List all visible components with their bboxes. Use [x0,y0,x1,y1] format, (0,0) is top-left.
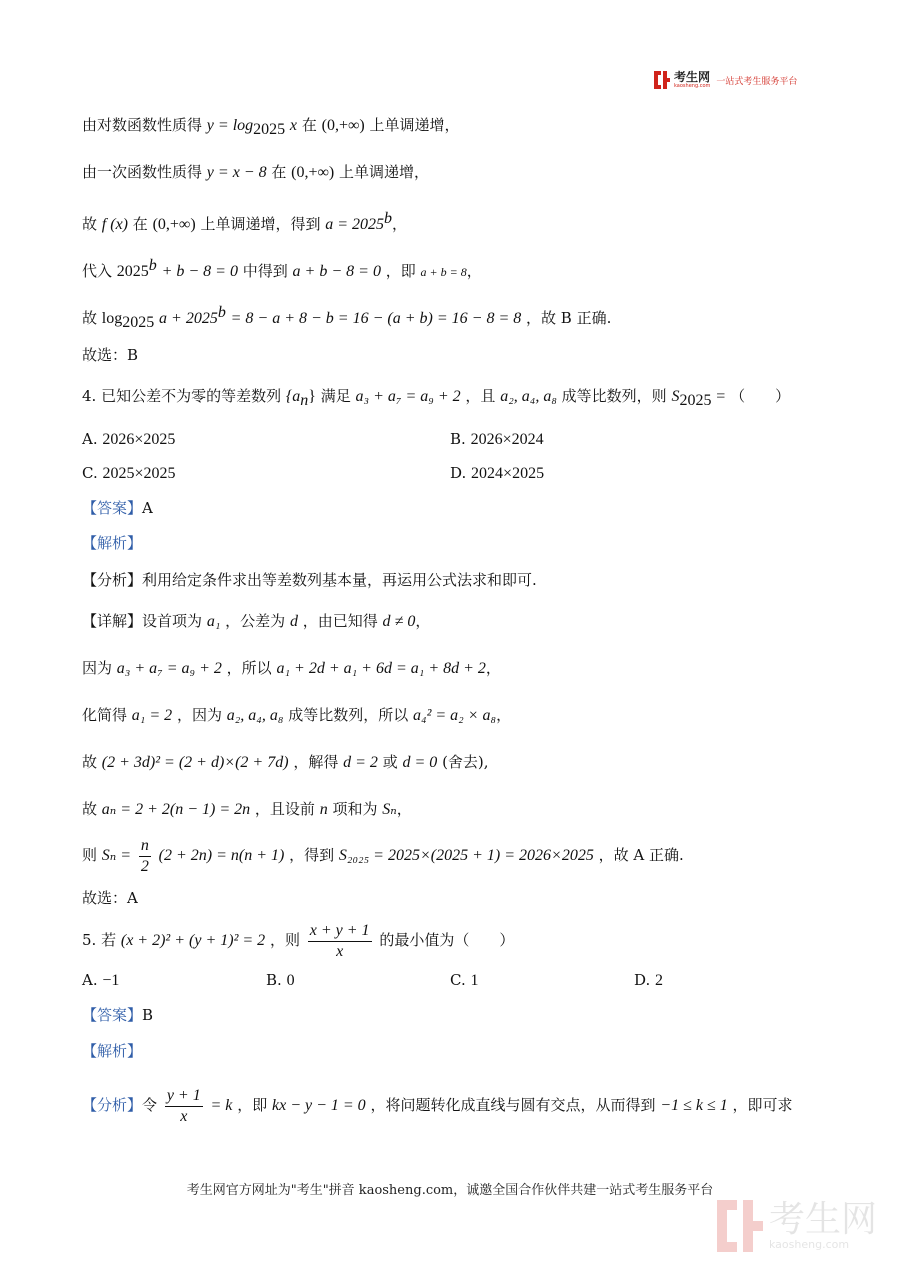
q4-final: 故选：A [82,889,138,907]
q5-choice-b: B. 0 [266,971,295,989]
text-line-5: 故 $\log_{2025} a + 2025^b = 8 - a + 8 - b = 16 - (a + b) = 16 - 8 = 8$ ，故 B 正确. [82,304,612,331]
q5-analysis-label: 【解析】 [82,1042,143,1060]
q4-fenxi: 【分析】利用给定条件求出等差数列基本量，再运用公式法求和即可. [82,571,537,589]
q4-step-3: 化简得 a₁ = 2 ，因为 a₂, a₄, a₈ 成等比数列，所以 a₄² = a₂ × a₈， [82,706,512,724]
watermark [717,1200,877,1252]
logo-icon [654,71,670,89]
q4-choice-d: D. 2024×2025 [450,464,545,482]
q4-step-5: 故 aₙ = 2 + 2(n − 1) = 2n ，且设前 n 项和为 Sₙ， [82,800,412,818]
q4-step-6: 则 Sₙ = $\frac{n}{2}$ (2 + 2n) = n(n + 1) ，得到 S₂₀₂₅ = 2025×(2025 + 1) = 2026×2025 ，故 A 正确. [82,836,684,875]
q4-choice-c: C. 2025×2025 [82,464,176,482]
q4-step-4: 故 (2 + 3d)² = (2 + d)×(2 + 7d) ，解得 d = 2 或 d = 0 (舍去), [82,753,489,771]
page-footer: 考生网官方网址为"考生"拼音 kaosheng.com，诚邀全国合作伙伴共建一站式考生服务平台 [186,1183,714,1198]
q4-analysis-label: 【解析】 [82,534,143,552]
q4-choice-b: B. 2026×2024 [450,430,544,448]
text-line-4: 代入 2025$^b$ + b − 8 = 0 中得到 a + b − 8 = 0 ，即 a + b = 8， [82,257,482,280]
text-line-6: 故选：B [82,346,139,364]
text-line-3: 故 f (x) 在 (0,+∞) 上单调递增，得到 $a = 2025^b$， [82,210,408,233]
q5-answer: 【答案】B [82,1006,154,1024]
question-5: 5. 若 (x + 2)² + (y + 1)² = 2 ，则 $\frac{x + y + 1}{x}$ 的最小值为（ ） [82,921,515,960]
q4-xiangjie: 【详解】设首项为 a₁ ，公差为 d ，由已知得 d ≠ 0， [82,612,431,630]
q5-fenxi: 【分析】令 $\frac{y + 1}{x}$ = k ，即 kx − y − 1 = 0 ，将问题转化成直线与圆有交点，从而得到 −1 ≤ k ≤ 1 ，即可求 [82,1086,793,1125]
q4-answer: 【答案】A [82,499,153,517]
watermark-logo-icon [717,1200,763,1252]
q4-step-2: 因为 a₃ + a₇ = a₉ + 2 ，所以 a₁ + 2d + a₁ + 6d = a₁ + 8d + 2， [82,659,501,677]
logo-slogan: 一站式考生服务平台 [716,76,798,87]
logo-name: 考生网 [674,70,711,84]
question-4: 4. 已知公差不为零的等差数列 $\{a_n\}$ 满足 a₃ + a₇ = a₉ + 2 ，且 a₂, a₄, a₈ 成等比数列，则 $S_{2025}$ = （ ） [82,387,791,409]
q4-choice-a: A. 2026×2025 [82,430,176,448]
q5-choice-c: C. 1 [450,971,479,989]
text-line-2: 由一次函数性质得 y = x − 8 在 (0,+∞) 上单调递增， [82,163,430,181]
q5-choice-a: A. −1 [82,971,120,989]
watermark-domain: kaosheng.com [769,1237,850,1251]
watermark-name: 考生网 [769,1198,878,1240]
text-line-1: 由对数函数性质得 $y = \log_{2025} x$ 在 (0,+∞) 上单调递增， [82,116,460,138]
q5-choice-d: D. 2 [634,971,664,989]
logo-domain: kaosheng.com [674,83,711,89]
site-logo [654,71,797,89]
